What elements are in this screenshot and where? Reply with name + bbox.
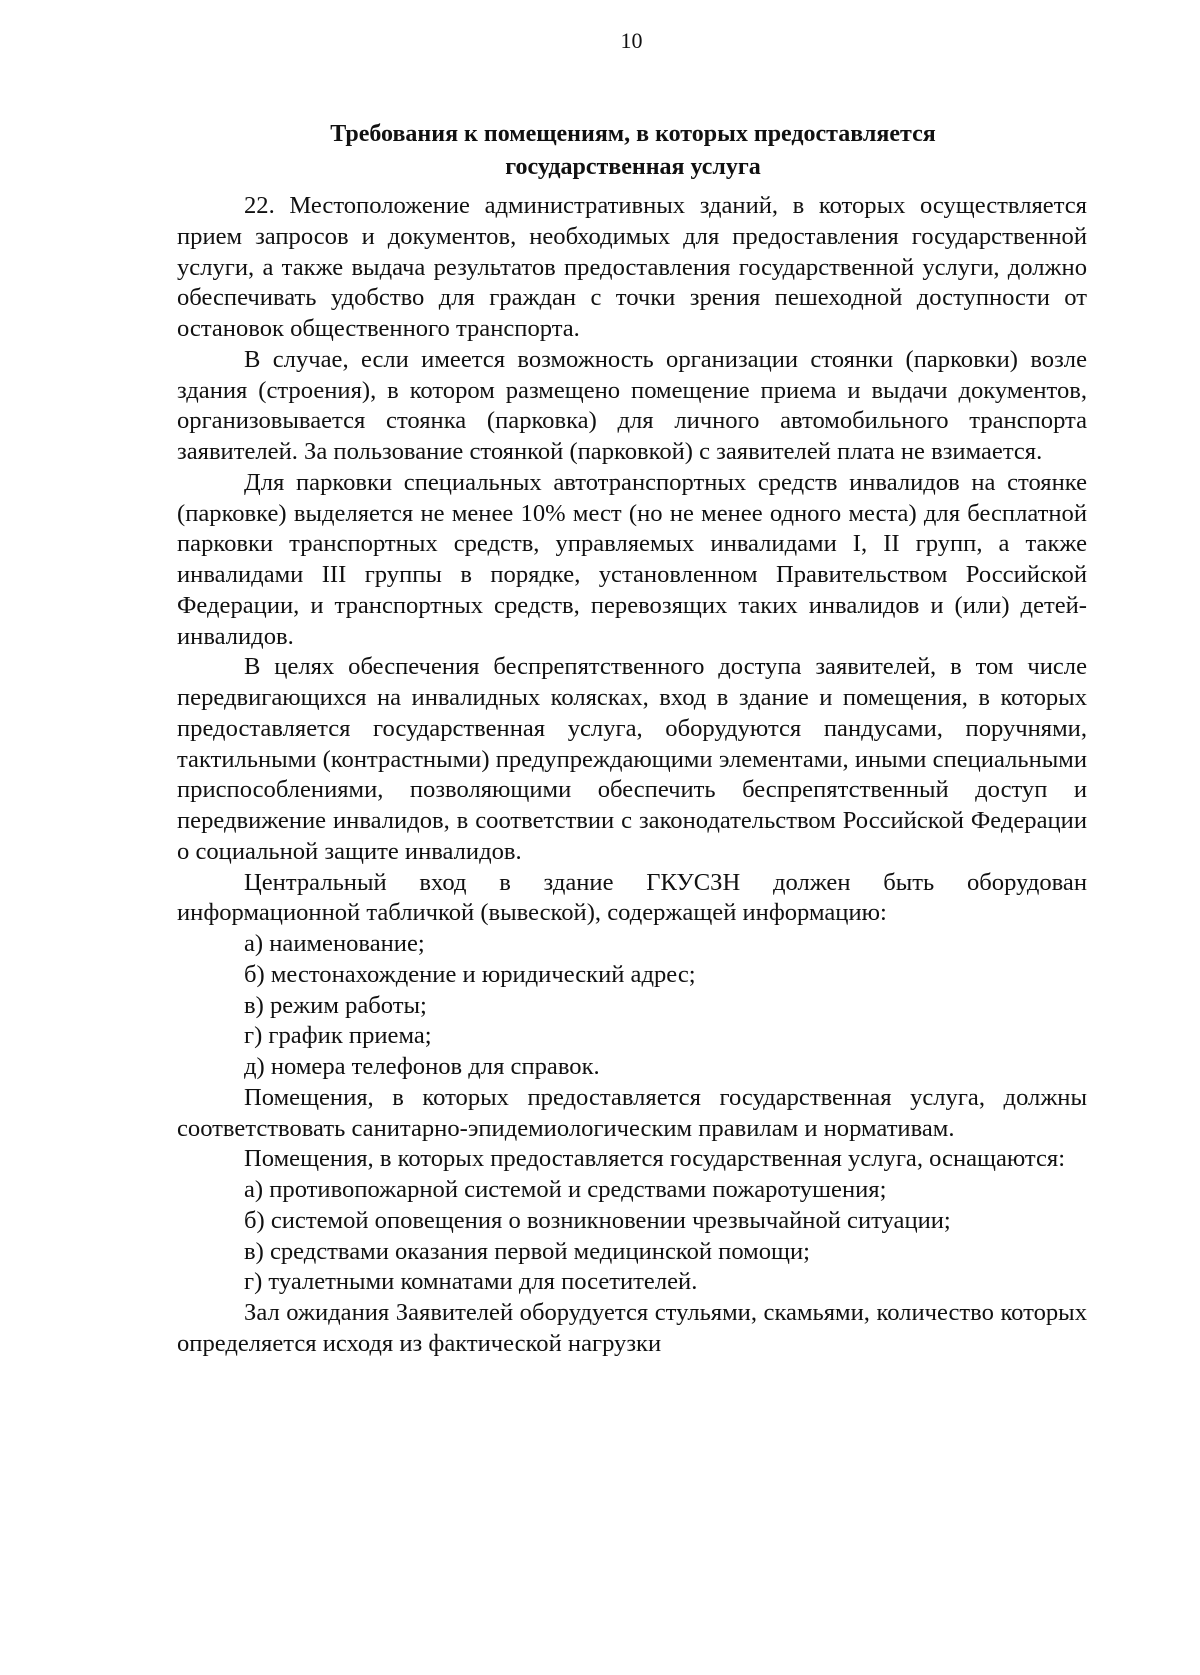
list-item: д) номера телефонов для справок.	[244, 1053, 600, 1080]
list-item: г) график приема;	[244, 1022, 432, 1050]
section-title-line-2: государственная услуга	[505, 154, 761, 180]
list-item: в) режим работы;	[244, 991, 427, 1019]
paragraph-parking: В случае, если имеется возможность организации стоянки (парковки) возле здания (строения), в котором размещено помещение приема и выдачи документов, организовывается стоянка (парковка) для личного автомобильного транспорта заявителей. За пользование стоянкой (парковкой) с заявителей плата не взимается.	[177, 345, 1087, 465]
section-title-line-1: Требования к помещениям, в которых предоставляется	[330, 121, 936, 147]
paragraph-22-location: 22. Местоположение административных зданий, в которых осуществляется прием запросов и документов, необходимых для предоставления государственной услуги, а также выдача результатов предоставления государственной услуги, должно обеспечивать удобство для граждан с точки зрения пешеходной доступности от остановок общественного транспорта.	[177, 192, 1087, 342]
list-item: б) системой оповещения о возникновении чрезвычайной ситуации;	[244, 1206, 951, 1234]
paragraph-sanitary: Помещения, в которых предоставляется государственная услуга, должны соответствовать санитарно-эпидемиологическим правилам и нормативам.	[177, 1083, 1087, 1142]
list-item: г) туалетными комнатами для посетителей.	[244, 1268, 698, 1296]
paragraph-equipment: Помещения, в которых предоставляется государственная услуга, оснащаются:	[244, 1145, 1066, 1173]
paragraph-waiting-hall: Зал ожидания Заявителей оборудуется стульями, скамьями, количество которых определяется исходя из фактической нагрузки	[177, 1299, 1087, 1357]
document-body	[177, 191, 1087, 1360]
paragraph-accessibility: В целях обеспечения беспрепятственного доступа заявителей, в том числе передвигающихся на инвалидных колясках, вход в здание и помещения, в которых предоставляется государственная услуга, оборудуются пандусами, поручнями, тактильными (контрастными) предупреждающими элементами, иными специальными приспособлениями, позволяющими обеспечить беспрепятственный доступ и передвижение инвалидов, в соответствии с законодательством Российской Федерации о социальной защите инвалидов.	[177, 653, 1087, 865]
paragraph-entrance-sign: Центральный вход в здание ГКУСЗН должен быть оборудован информационной табличкой (вывеской), содержащей информацию:	[177, 868, 1087, 927]
page-number: 10	[620, 28, 643, 53]
section-title	[178, 118, 1088, 184]
list-item: а) противопожарной системой и средствами пожаротушения;	[244, 1176, 887, 1203]
list-item: б) местонахождение и юридический адрес;	[244, 960, 696, 988]
list-item: в) средствами оказания первой медицинской помощи;	[244, 1237, 810, 1265]
paragraph-disabled-parking: Для парковки специальных автотранспортных средств инвалидов на стоянке (парковке) выделяется не менее 10% мест (но не менее одного места) для бесплатной парковки транспортных средств, управляемых инвалидами I, II групп, а также инвалидами III группы в порядке, установленном Правительством Российской Федерации, и транспортных средств, перевозящих таких инвалидов и (или) детей-инвалидов.	[177, 468, 1087, 650]
list-item: а) наименование;	[244, 930, 425, 957]
